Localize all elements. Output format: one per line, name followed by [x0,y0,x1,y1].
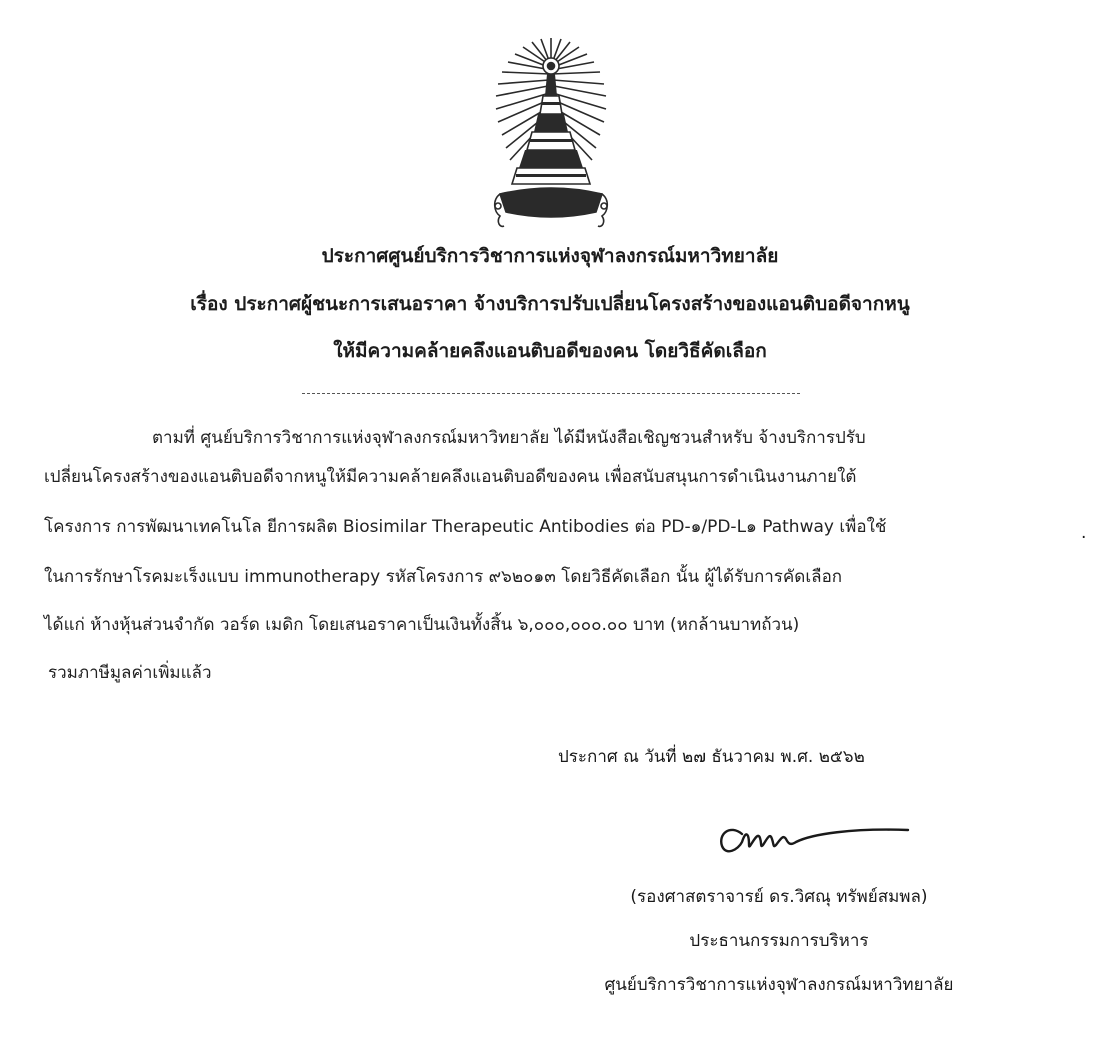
title-divider [302,393,800,394]
announcement-date: ประกาศ ณ วันที่ ๒๗ ธันวาคม พ.ศ. ๒๕๖๒ [558,747,865,767]
body-line-5: ได้แก่ ห้างหุ้นส่วนจำกัด วอร์ด เมดิก โดยเสนอราคาเป็นเงินทั้งสิ้น ๖,๐๐๐,๐๐๐.๐๐ บาท (หกล้านบาทถ้วน) [44,615,800,635]
body-line-2: เปลี่ยนโครงสร้างของแอนติบอดีจากหนูให้มีความคล้ายคลึงแอนติบอดีของคน เพื่อสนับสนุนการดำเนินงานภายใต้ [44,467,857,487]
announcement-subject: เรื่อง ประกาศผู้ชนะการเสนอราคา จ้างบริการปรับเปลี่ยนโครงสร้างของแอนติบอดีจากหนู [190,293,910,315]
body-line-4: ในการรักษาโรคมะเร็งแบบ immunotherapy รหัสโครงการ ๙๖๒๐๑๓ โดยวิธีคัดเลือก นั้น ผู้ได้รับการคัดเลือก [44,567,843,587]
phra-kiao-emblem-icon [486,36,616,231]
announcement-subject-continued: ให้มีความคล้ายคลึงแอนติบอดีของคน โดยวิธีคัดเลือก [333,340,767,362]
body-line-6: รวมภาษีมูลค่าเพิ่มแล้ว [48,663,212,683]
announcement-title: ประกาศศูนย์บริการวิชาการแห่งจุฬาลงกรณ์มหาวิทยาลัย [321,245,779,267]
signatory-organization: ศูนย์บริการวิชาการแห่งจุฬาลงกรณ์มหาวิทยาลัย [604,975,954,995]
body-line-1: ตามที่ ศูนย์บริการวิชาการแห่งจุฬาลงกรณ์มหาวิทยาลัย ได้มีหนังสือเชิญชวนสำหรับ จ้างบริการปรับ [152,428,866,448]
body-line-3: โครงการ การพัฒนาเทคโนโล ยีการผลิต Biosimilar Therapeutic Antibodies ต่อ PD-๑/PD-L๑ Pathway เพื่อใช้ [44,517,887,537]
signatory-position: ประธานกรรมการบริหาร [689,931,869,951]
signatory-name: (รองศาสตราจารย์ ดร.วิศณุ ทรัพย์สมพล) [630,887,928,907]
signature-icon [712,812,912,860]
stray-mark: . [1081,523,1087,543]
